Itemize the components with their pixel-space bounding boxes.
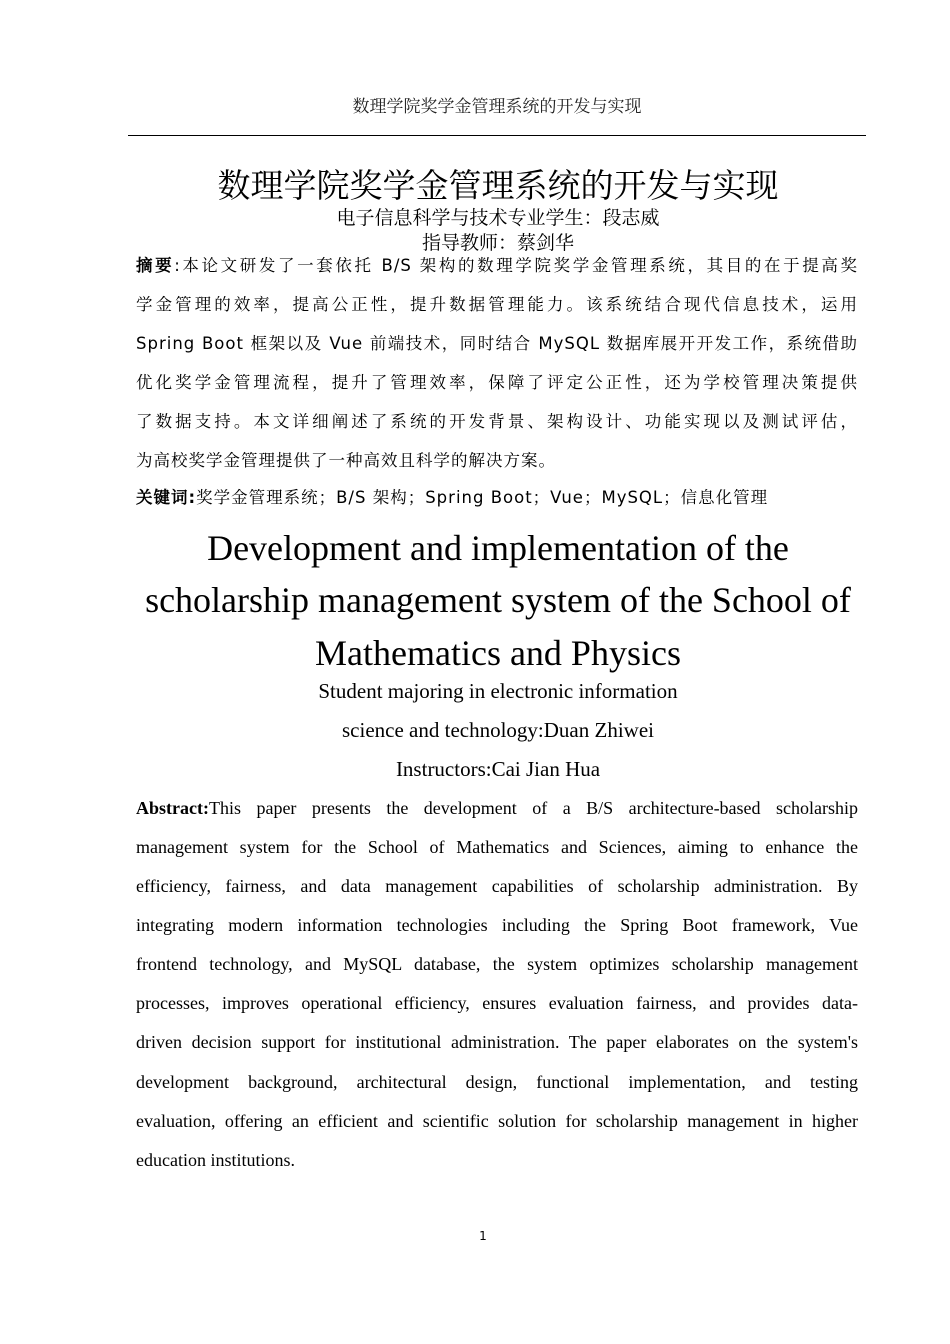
author-en-line: science and technology:Duan Zhiwei xyxy=(342,718,654,742)
running-header: 数理学院奖学金管理系统的开发与实现 xyxy=(352,97,642,117)
paper-title-en-line: Mathematics and Physics xyxy=(315,633,681,673)
paper-title-zh: 数理学院奖学金管理系统的开发与实现 xyxy=(217,166,779,205)
abstract-en-line: efficiency, fairness, and data management capabilities of scholarship administration. By xyxy=(136,876,858,896)
author-line-zh: 电子信息科学与技术专业学生：段志威 xyxy=(336,207,660,229)
abstract-en-line: integrating modern information technologies including the Spring Boot framework, Vue xyxy=(136,915,858,935)
page-number: 1 xyxy=(479,1229,487,1243)
abstract-zh-line: Spring Boot 框架以及 Vue 前端技术，同时结合 MySQL 数据库展开开发工作，系统借助 xyxy=(136,334,858,353)
author-en-line: Student majoring in electronic information xyxy=(318,679,678,703)
abstract-zh-text: :本论文研发了一套依托 B/S 架构的数理学院奖学金管理系统，其目的在于提高奖 xyxy=(174,256,858,275)
abstract-en-line: management system for the School of Mathematics and Sciences, aiming to enhance the xyxy=(136,837,858,857)
abstract-en-line xyxy=(136,789,858,828)
paper-title-en-line: Development and implementation of the xyxy=(207,528,789,568)
abstract-zh-line: 了数据支持。本文详细阐述了系统的开发背景、架构设计、功能实现以及测试评估， xyxy=(136,412,858,431)
abstract-zh-label: 摘要 xyxy=(136,256,175,275)
keywords-zh-text: 奖学金管理系统；B/S 架构；Spring Boot；Vue；MySQL；信息化管理 xyxy=(196,488,769,507)
abstract-en-line: processes, improves operational efficiency, ensures evaluation fairness, and provides data- xyxy=(136,993,858,1013)
abstract-zh-line: 为高校奖学金管理提供了一种高效且科学的解决方案。 xyxy=(136,451,556,470)
abstract-en-line: evaluation, offering an efficient and scientific solution for scholarship management in higher xyxy=(136,1111,858,1131)
paper-title-en-line: scholarship management system of the School of xyxy=(145,580,851,620)
abstract-zh-line: 优化奖学金管理流程，提升了管理效率，保障了评定公正性，还为学校管理决策提供 xyxy=(136,373,858,392)
header-rule xyxy=(128,135,866,136)
abstract-en-line: education institutions. xyxy=(136,1150,295,1170)
abstract-en-line: driven decision support for institutional administration. The paper elaborates on the system's xyxy=(136,1032,858,1052)
keywords-zh-label: 关键词: xyxy=(136,488,197,507)
advisor-line-zh: 指导教师：蔡剑华 xyxy=(421,232,574,254)
abstract-en-label: Abstract: xyxy=(136,798,209,818)
keywords-zh xyxy=(136,478,858,517)
instructor-en-line: Instructors:Cai Jian Hua xyxy=(395,757,601,781)
abstract-en-line: development background, architectural design, functional implementation, and testing xyxy=(136,1072,858,1092)
abstract-en-text: This paper presents the development of a B/S architecture-based scholarship xyxy=(208,798,858,818)
abstract-en-line: frontend technology, and MySQL database, the system optimizes scholarship management xyxy=(136,954,858,974)
abstract-zh-line: 学金管理的效率，提高公正性，提升数据管理能力。该系统结合现代信息技术，运用 xyxy=(136,295,858,314)
abstract-zh-line xyxy=(136,246,858,285)
